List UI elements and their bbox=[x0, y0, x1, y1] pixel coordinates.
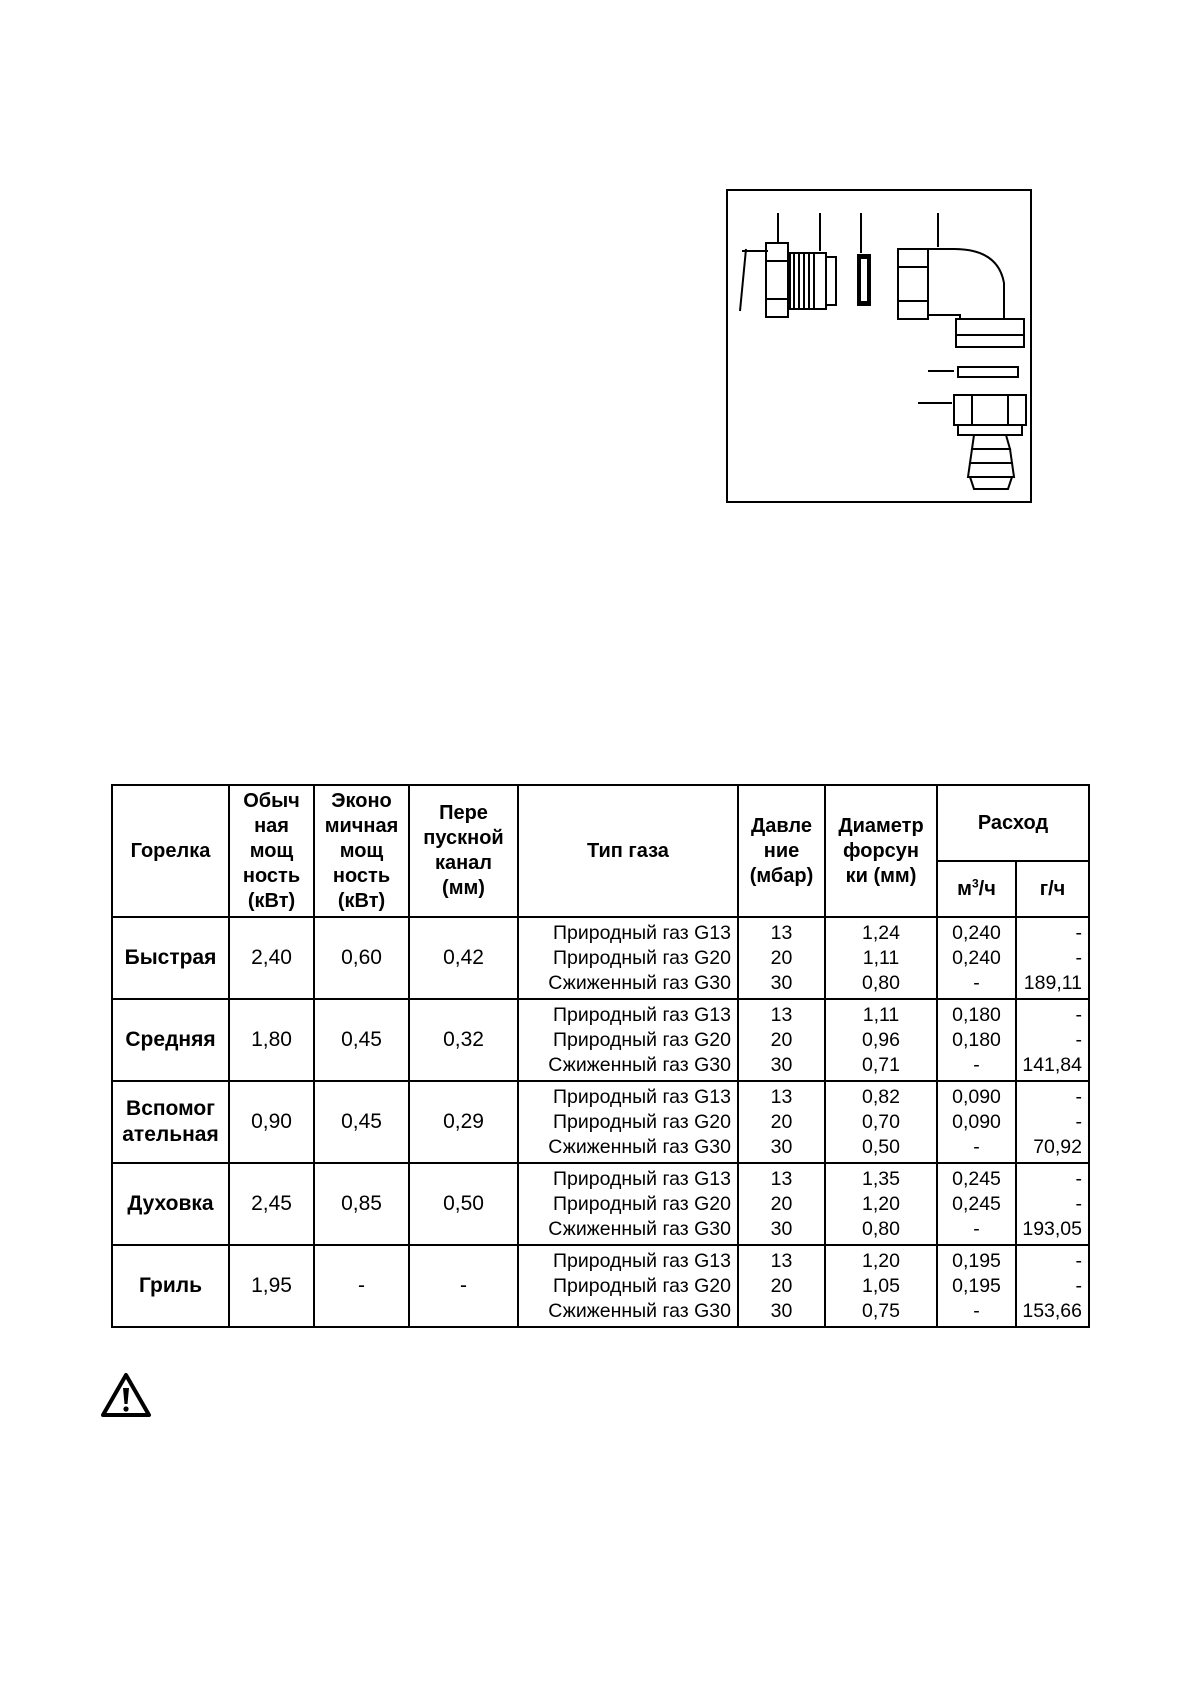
nozzle-cell-line: 0,71 bbox=[862, 1053, 900, 1076]
flow-gh-cell-line: 70,92 bbox=[1033, 1135, 1082, 1158]
flow-gh-cell-line: - bbox=[1075, 946, 1082, 969]
flow-m3h-cell-line: - bbox=[973, 1299, 980, 1322]
bypass-cell: 0,42 bbox=[409, 917, 518, 999]
burner-name: Средняя bbox=[112, 999, 229, 1081]
pressure-cell-line: 13 bbox=[770, 1085, 793, 1108]
pressure-cell bbox=[738, 917, 825, 999]
flow-gh-cell-line: - bbox=[1075, 921, 1082, 944]
flow-gh-cell-line: 141,84 bbox=[1022, 1053, 1082, 1076]
eco-power-cell: 0,60 bbox=[314, 917, 409, 999]
pressure-cell bbox=[738, 1245, 825, 1327]
gas-type-cell-line: Сжиженный газ G30 bbox=[548, 1135, 731, 1158]
hose-barb bbox=[972, 435, 1010, 449]
nozzle-cell-line: 0,82 bbox=[862, 1085, 900, 1108]
bypass-cell: 0,29 bbox=[409, 1081, 518, 1163]
elbow-fitting bbox=[898, 249, 1004, 319]
flow-m3h-cell-line: - bbox=[973, 1053, 980, 1076]
warning-triangle-icon bbox=[100, 1372, 152, 1423]
table-row bbox=[112, 999, 1089, 1081]
flow-m3h-cell-line: 0,240 bbox=[952, 921, 1001, 944]
gas-type-cell bbox=[518, 999, 738, 1081]
nozzle-cell-line: 0,70 bbox=[862, 1110, 900, 1133]
bypass-cell: - bbox=[409, 1245, 518, 1327]
normal-power-cell: 2,40 bbox=[229, 917, 314, 999]
flat-seal bbox=[958, 367, 1018, 377]
flow-m3h-cell-line: 0,090 bbox=[952, 1085, 1001, 1108]
normal-power-cell: 0,90 bbox=[229, 1081, 314, 1163]
nozzle-cell-line: 1,11 bbox=[862, 1003, 900, 1026]
pipe-line-top bbox=[740, 249, 746, 311]
flow-gh-cell-line: - bbox=[1075, 1167, 1082, 1190]
nozzle-cell-line: 0,75 bbox=[862, 1299, 900, 1322]
pressure-cell-line: 30 bbox=[770, 1053, 793, 1076]
gas-type-cell-line: Сжиженный газ G30 bbox=[548, 971, 731, 994]
nozzle-nut bbox=[954, 395, 1026, 425]
nozzle-cell-line: 1,20 bbox=[862, 1192, 900, 1215]
gas-type-cell-line: Природный газ G20 bbox=[552, 1192, 731, 1215]
flow-gh-cell-line: - bbox=[1075, 1192, 1082, 1215]
flow-gh-cell-line: - bbox=[1075, 1028, 1082, 1051]
flow-gh-cell bbox=[1016, 999, 1089, 1081]
nozzle-cell-line: 0,80 bbox=[862, 1217, 900, 1240]
flow-m3h-cell-line: 0,195 bbox=[952, 1274, 1001, 1297]
nozzle-cell bbox=[825, 999, 937, 1081]
flow-gh-cell-line: 189,11 bbox=[1023, 971, 1082, 994]
normal-power-cell: 1,95 bbox=[229, 1245, 314, 1327]
pressure-cell-line: 30 bbox=[770, 1217, 793, 1240]
pressure-cell-line: 20 bbox=[770, 1110, 793, 1133]
pressure-cell-line: 20 bbox=[770, 1274, 793, 1297]
bypass-cell: 0,50 bbox=[409, 1163, 518, 1245]
table-row bbox=[112, 917, 1089, 999]
pressure-cell bbox=[738, 999, 825, 1081]
burner-name: Вспомог ательная bbox=[112, 1081, 229, 1163]
nozzle-cell-line: 1,11 bbox=[862, 946, 900, 969]
nozzle-cell-line: 0,96 bbox=[862, 1028, 900, 1051]
flow-gh-cell bbox=[1016, 1081, 1089, 1163]
eco-power-cell: 0,45 bbox=[314, 1081, 409, 1163]
flow-m3h-cell-line: - bbox=[973, 1217, 980, 1240]
nozzle-cell-line: 1,20 bbox=[862, 1249, 900, 1272]
flow-gh-cell-line: - bbox=[1075, 1274, 1082, 1297]
flow-m3h-cell bbox=[937, 999, 1016, 1081]
gas-type-cell-line: Природный газ G13 bbox=[552, 1085, 731, 1108]
flow-m3h-cell-line: 0,245 bbox=[952, 1167, 1001, 1190]
table-row bbox=[112, 1163, 1089, 1245]
header-pressure: Давле ние (мбар) bbox=[738, 785, 825, 917]
flow-m3h-cell-line: - bbox=[973, 1135, 980, 1158]
pressure-cell-line: 20 bbox=[770, 1192, 793, 1215]
header-bypass: Пере пускной канал (мм) bbox=[409, 785, 518, 917]
flow-m3h-cell bbox=[937, 1245, 1016, 1327]
normal-power-cell: 2,45 bbox=[229, 1163, 314, 1245]
pressure-cell-line: 13 bbox=[770, 921, 793, 944]
header-gas-type: Тип газа bbox=[518, 785, 738, 917]
header-flow-m3h: $м^3/ч$ bbox=[937, 861, 1016, 917]
nozzle-cell bbox=[825, 1081, 937, 1163]
eco-power-cell: 0,85 bbox=[314, 1163, 409, 1245]
eco-power-cell: - bbox=[314, 1245, 409, 1327]
eco-power-cell: 0,45 bbox=[314, 999, 409, 1081]
nozzle-cell-line: 1,35 bbox=[862, 1167, 900, 1190]
gas-type-cell-line: Природный газ G13 bbox=[552, 1167, 731, 1190]
gas-specification-table bbox=[111, 784, 1090, 1328]
hex-nut bbox=[766, 243, 788, 317]
pressure-cell-line: 13 bbox=[770, 1003, 793, 1026]
flow-gh-cell-line: - bbox=[1075, 1110, 1082, 1133]
flow-gh-cell bbox=[1016, 1163, 1089, 1245]
gas-type-cell bbox=[518, 1163, 738, 1245]
gas-type-cell-line: Сжиженный газ G30 bbox=[548, 1299, 731, 1322]
flow-m3h-cell-line: 0,240 bbox=[952, 946, 1001, 969]
gas-type-cell-line: Природный газ G13 bbox=[552, 1249, 731, 1272]
pressure-cell-line: 20 bbox=[770, 946, 793, 969]
flow-m3h-cell bbox=[937, 1081, 1016, 1163]
gas-type-cell-line: Природный газ G20 bbox=[552, 1110, 731, 1133]
gas-type-cell-line: Природный газ G13 bbox=[552, 1003, 731, 1026]
table-row bbox=[112, 1081, 1089, 1163]
flow-gh-cell-line: 193,05 bbox=[1022, 1217, 1082, 1240]
fittings-diagram bbox=[726, 189, 1032, 503]
gas-type-cell-line: Природный газ G20 bbox=[552, 1028, 731, 1051]
header-flow: Расход bbox=[937, 785, 1089, 861]
pressure-cell-line: 13 bbox=[770, 1167, 793, 1190]
gas-type-cell bbox=[518, 1081, 738, 1163]
pressure-cell-line: 30 bbox=[770, 971, 793, 994]
header-eco-power: Эконо мичная мощ ность (кВт) bbox=[314, 785, 409, 917]
header-nozzle-diameter: Диаметр форсун ки (мм) bbox=[825, 785, 937, 917]
table-body bbox=[112, 917, 1089, 1327]
pressure-cell-line: 30 bbox=[770, 1135, 793, 1158]
header-burner: Горелка bbox=[112, 785, 229, 917]
gas-type-cell-line: Сжиженный газ G30 bbox=[548, 1053, 731, 1076]
nozzle-cell-line: 0,80 bbox=[862, 971, 900, 994]
flow-m3h-cell-line: 0,180 bbox=[952, 1003, 1001, 1026]
flow-gh-cell-line: - bbox=[1075, 1249, 1082, 1272]
bypass-cell: 0,32 bbox=[409, 999, 518, 1081]
flow-m3h-cell-line: 0,090 bbox=[952, 1110, 1001, 1133]
nozzle-cell-line: 0,50 bbox=[862, 1135, 900, 1158]
gas-type-cell-line: Природный газ G20 bbox=[552, 946, 731, 969]
pressure-cell-line: 20 bbox=[770, 1028, 793, 1051]
flow-m3h-cell bbox=[937, 1163, 1016, 1245]
gas-type-cell bbox=[518, 1245, 738, 1327]
table-row bbox=[112, 1245, 1089, 1327]
nozzle-cell bbox=[825, 1163, 937, 1245]
flow-m3h-cell-line: - bbox=[973, 971, 980, 994]
pressure-cell-line: 13 bbox=[770, 1249, 793, 1272]
gas-type-cell bbox=[518, 917, 738, 999]
flow-m3h-cell-line: 0,245 bbox=[952, 1192, 1001, 1215]
nozzle-cell-line: 1,24 bbox=[862, 921, 900, 944]
flow-gh-cell-line: - bbox=[1075, 1085, 1082, 1108]
normal-power-cell: 1,80 bbox=[229, 999, 314, 1081]
fittings-drawing bbox=[728, 191, 1030, 501]
gas-type-cell-line: Природный газ G20 bbox=[552, 1274, 731, 1297]
gas-type-cell-line: Природный газ G13 bbox=[552, 921, 731, 944]
header-flow-gh: г/ч bbox=[1016, 861, 1089, 917]
burner-name: Быстрая bbox=[112, 917, 229, 999]
nozzle-cell-line: 1,05 bbox=[862, 1274, 900, 1297]
burner-name: Гриль bbox=[112, 1245, 229, 1327]
pressure-cell bbox=[738, 1163, 825, 1245]
flow-m3h-cell-line: 0,195 bbox=[952, 1249, 1001, 1272]
flow-gh-cell-line: 153,66 bbox=[1022, 1299, 1082, 1322]
flow-m3h-cell bbox=[937, 917, 1016, 999]
burner-name: Духовка bbox=[112, 1163, 229, 1245]
pressure-cell bbox=[738, 1081, 825, 1163]
header-normal-power: Обыч ная мощ ность (кВт) bbox=[229, 785, 314, 917]
nozzle-cell bbox=[825, 1245, 937, 1327]
flow-gh-cell bbox=[1016, 917, 1089, 999]
flow-m3h-cell-line: 0,180 bbox=[952, 1028, 1001, 1051]
flow-gh-cell-line: - bbox=[1075, 1003, 1082, 1026]
gas-type-cell-line: Сжиженный газ G30 bbox=[548, 1217, 731, 1240]
nozzle-cell bbox=[825, 917, 937, 999]
pressure-cell-line: 30 bbox=[770, 1299, 793, 1322]
flow-gh-cell bbox=[1016, 1245, 1089, 1327]
